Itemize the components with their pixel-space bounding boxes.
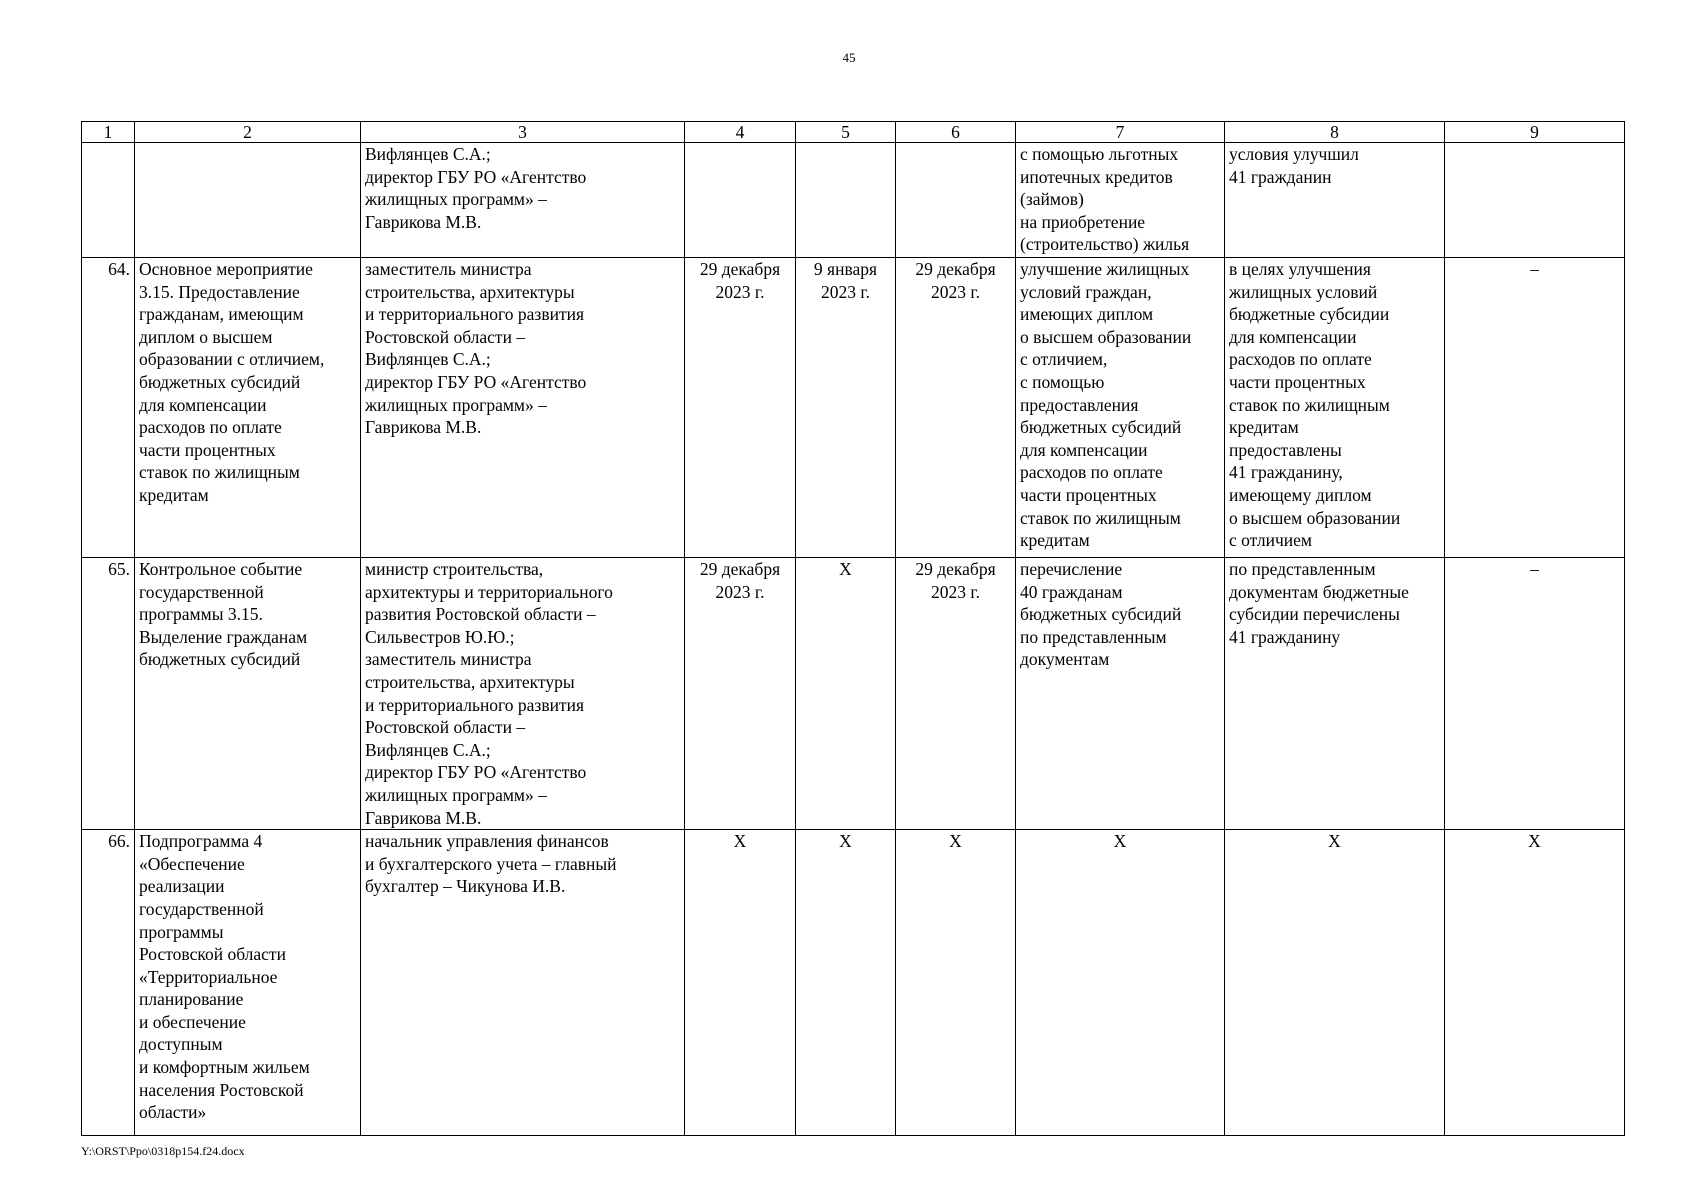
responsible-person: министр строительства, архитектуры и территориального развития Ростовской области – Сильвестров Ю.Ю.; заместитель министра строительства, архитектуры и территориального развития Ростовской области – Вифлянцев С.А.; директор ГБУ РО «Агентство жилищных программ» – Гаврикова М.В. bbox=[361, 558, 685, 830]
column-header-7: 7 bbox=[1016, 122, 1225, 143]
fact-start-date: 9 января 2023 г. bbox=[796, 258, 896, 558]
measure-name: Контрольное событие государственной программы 3.15. Выделение гражданам бюджетных субсидий bbox=[135, 558, 361, 830]
measure-name: Подпрограмма 4 «Обеспечение реализации государственной программы Ростовской области «Территориальное планирование и обеспечение доступным и комфортным жильем населения Ростовской области» bbox=[135, 830, 361, 1136]
expected-result: X bbox=[1016, 830, 1225, 1136]
plan-end-date: 29 декабря 2023 г. bbox=[896, 258, 1016, 558]
page-number: 45 bbox=[842, 50, 856, 65]
row-number bbox=[82, 143, 135, 258]
column-header-4: 4 bbox=[685, 122, 796, 143]
actual-result: в целях улучшения жилищных условий бюджетные субсидии для компенсации расходов по оплате части процентных ставок по жилищным кредитам предоставлены 41 гражданину, имеющему диплом о высшем образовании с отличием bbox=[1225, 258, 1445, 558]
column-header-6: 6 bbox=[896, 122, 1016, 143]
plan-start-date: X bbox=[685, 830, 796, 1136]
reasons-cell bbox=[1445, 143, 1625, 258]
plan-start-date: 29 декабря 2023 г. bbox=[685, 258, 796, 558]
plan-end-date: 29 декабря 2023 г. bbox=[896, 558, 1016, 830]
plan-start-date: 29 декабря 2023 г. bbox=[685, 558, 796, 830]
column-header-5: 5 bbox=[796, 122, 896, 143]
file-path-footer: Y:\ORST\Ppo\0318p154.f24.docx bbox=[81, 1144, 245, 1158]
fact-start-date: X bbox=[796, 558, 896, 830]
expected-result: с помощью льготных ипотечных кредитов (займов) на приобретение (строительство) жилья bbox=[1016, 143, 1225, 258]
column-number-row bbox=[82, 122, 1625, 143]
table-row bbox=[82, 830, 1625, 1136]
column-header-9: 9 bbox=[1445, 122, 1625, 143]
fact-start-date: X bbox=[796, 830, 896, 1136]
reasons-cell: X bbox=[1445, 830, 1625, 1136]
column-header-8: 8 bbox=[1225, 122, 1445, 143]
expected-result: улучшение жилищных условий граждан, имеющих диплом о высшем образовании с отличием, с помощью предоставления бюджетных субсидий для компенсации расходов по оплате части процентных ставок по жилищным кредитам bbox=[1016, 258, 1225, 558]
table-row bbox=[82, 558, 1625, 830]
responsible-person: заместитель министра строительства, архитектуры и территориального развития Ростовской области – Вифлянцев С.А.; директор ГБУ РО «Агентство жилищных программ» – Гаврикова М.В. bbox=[361, 258, 685, 558]
fact-start-date bbox=[796, 143, 896, 258]
plan-end-date: X bbox=[896, 830, 1016, 1136]
row-number: 64. bbox=[82, 258, 135, 558]
measure-name bbox=[135, 143, 361, 258]
measure-name: Основное мероприятие 3.15. Предоставление гражданам, имеющим диплом о высшем образовании с отличием, бюджетных субсидий для компенсации расходов по оплате части процентных ставок по жилищным кредитам bbox=[135, 258, 361, 558]
column-header-2: 2 bbox=[135, 122, 361, 143]
column-header-3: 3 bbox=[361, 122, 685, 143]
table-row bbox=[82, 258, 1625, 558]
plan-start-date bbox=[685, 143, 796, 258]
reasons-cell: – bbox=[1445, 558, 1625, 830]
responsible-person: начальник управления финансов и бухгалтерского учета – главный бухгалтер – Чикунова И.В. bbox=[361, 830, 685, 1136]
actual-result: условия улучшил 41 гражданин bbox=[1225, 143, 1445, 258]
report-table bbox=[81, 121, 1625, 1136]
actual-result: X bbox=[1225, 830, 1445, 1136]
column-header-1: 1 bbox=[82, 122, 135, 143]
actual-result: по представленным документам бюджетные субсидии перечислены 41 гражданину bbox=[1225, 558, 1445, 830]
responsible-person: Вифлянцев С.А.; директор ГБУ РО «Агентство жилищных программ» – Гаврикова М.В. bbox=[361, 143, 685, 258]
row-number: 65. bbox=[82, 558, 135, 830]
reasons-cell: – bbox=[1445, 258, 1625, 558]
expected-result: перечисление 40 гражданам бюджетных субсидий по представленным документам bbox=[1016, 558, 1225, 830]
table-row bbox=[82, 143, 1625, 258]
plan-end-date bbox=[896, 143, 1016, 258]
row-number: 66. bbox=[82, 830, 135, 1136]
